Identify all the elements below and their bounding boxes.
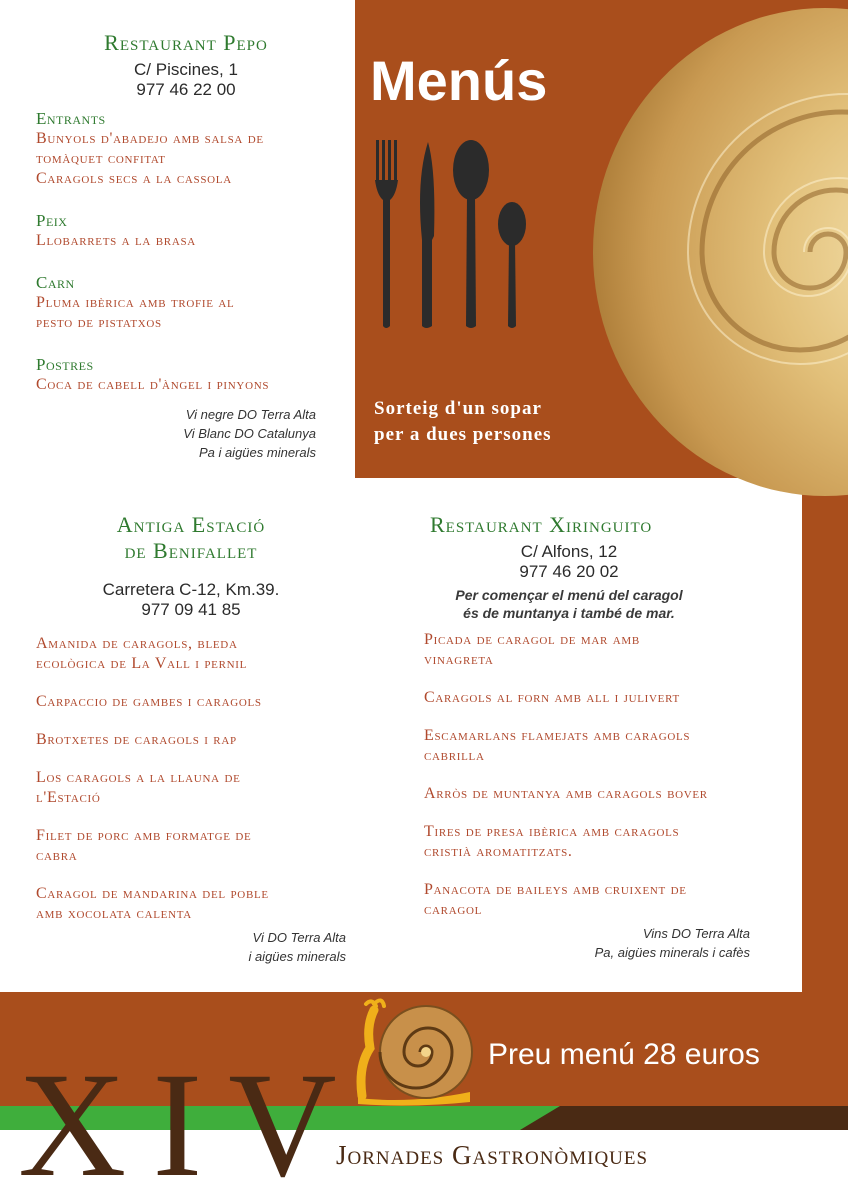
xiringuito-drinks-note <box>424 924 776 962</box>
estacio-drinks-note <box>36 928 346 966</box>
event-title: Jornades Gastronòmiques <box>336 1140 649 1170</box>
list-item <box>424 784 776 804</box>
xiringuito-menu <box>424 512 776 962</box>
list-item <box>36 634 346 674</box>
intro-line: és de muntanya i també de mar. <box>463 605 675 621</box>
side-band <box>802 478 848 998</box>
estacio-title <box>36 512 346 564</box>
xiringuito-intro <box>424 586 714 622</box>
menu-item: Caragols al forn amb all i julivert <box>424 689 680 706</box>
note-line: Pa i aigües minerals <box>198 445 316 460</box>
cutlery-icon <box>372 140 532 330</box>
menu-item: cabrilla <box>424 747 485 764</box>
menu-item: cabra <box>36 847 78 864</box>
snail-icon <box>352 996 478 1106</box>
note-line: Vi DO Terra Alta <box>252 930 346 945</box>
menu-item: Tires de presa ibèrica amb caragols <box>424 823 680 840</box>
xiringuito-items <box>424 630 776 920</box>
pepo-section-peix <box>36 211 336 251</box>
brown-wedge <box>520 1106 848 1130</box>
menu-item: caragol <box>424 901 483 918</box>
list-item <box>36 884 346 924</box>
note-line: i aigües minerals <box>248 949 346 964</box>
menu-item: vinagreta <box>424 651 494 668</box>
menu-item: Caragol de mandarina del poble <box>36 885 269 902</box>
xiringuito-phone: 977 46 20 02 <box>519 562 619 581</box>
raffle-line-2: per a dues persones <box>374 424 552 445</box>
menu-item: Arròs de muntanya amb caragols bover <box>424 785 708 802</box>
pepo-section-carn <box>36 273 336 333</box>
section-title: Carn <box>36 273 75 292</box>
menu-item: pesto de pistatxos <box>36 314 162 331</box>
pepo-section-postres <box>36 355 336 395</box>
list-item <box>424 726 776 766</box>
list-item <box>424 822 776 862</box>
menu-item: Panacota de baileys amb cruixent de <box>424 881 687 898</box>
menu-item: Brotxetes de caragols i rap <box>36 731 237 748</box>
list-item <box>36 768 346 808</box>
menu-item: cristià aromatitzats. <box>424 843 573 860</box>
menu-item: l'Estació <box>36 789 101 806</box>
note-line: Vi negre DO Terra Alta <box>185 407 316 422</box>
section-title: Entrants <box>36 109 106 128</box>
list-item <box>424 880 776 920</box>
pepo-menu <box>36 30 336 462</box>
menu-item: Escamarlans flamejats amb caragols <box>424 727 691 744</box>
section-title: Postres <box>36 355 94 374</box>
list-item <box>36 692 346 712</box>
estacio-items <box>36 634 346 924</box>
section-title: Peix <box>36 211 68 230</box>
menu-item: amb xocolata calenta <box>36 905 192 922</box>
estacio-address: Carretera C-12, Km.39. <box>102 580 280 599</box>
xiringuito-title: Restaurant Xiringuito <box>430 512 653 537</box>
note-line: Vi Blanc DO Catalunya <box>183 426 316 441</box>
menus-title: Menús <box>370 49 548 112</box>
list-item <box>36 730 346 750</box>
menu-item: Filet de porc amb formatge de <box>36 827 252 844</box>
estacio-menu <box>36 512 346 966</box>
note-line: Pa, aigües minerals i cafès <box>594 945 750 960</box>
intro-line: Per començar el menú del caragol <box>455 587 683 603</box>
list-item <box>424 688 776 708</box>
pepo-title: Restaurant Pepo <box>104 30 268 55</box>
menu-item: tomàquet confitat <box>36 150 166 167</box>
raffle-text <box>374 396 674 448</box>
menu-item: Pluma ibèrica amb trofie al <box>36 294 235 311</box>
menu-item: Los caragols a la llauna de <box>36 769 241 786</box>
edition-number: XIV <box>18 1042 363 1200</box>
title-line: de Benifallet <box>124 538 258 563</box>
menu-item: Llobarrets a la brasa <box>36 232 196 249</box>
menu-item: Amanida de caragols, bleda <box>36 635 238 652</box>
menu-item: ecològica de La Vall i pernil <box>36 655 248 672</box>
menu-price: Preu menú 28 euros <box>488 1038 760 1071</box>
pepo-section-entrants <box>36 109 336 189</box>
xiringuito-address: C/ Alfons, 12 <box>520 542 618 561</box>
estacio-phone: 977 09 41 85 <box>141 600 241 619</box>
menu-item: Caragols secs a la cassola <box>36 170 232 187</box>
menu-item: Picada de caragol de mar amb <box>424 631 640 648</box>
pepo-address: C/ Piscines, 1 <box>134 60 238 79</box>
pepo-drinks-note <box>36 405 336 462</box>
note-line: Vins DO Terra Alta <box>642 926 750 941</box>
menu-item: Carpaccio de gambes i caragols <box>36 693 262 710</box>
menu-item: Bunyols d'abadejo amb salsa de <box>36 130 264 147</box>
title-line: Antiga Estació <box>116 512 266 537</box>
menu-item: Coca de cabell d'àngel i pinyons <box>36 376 270 393</box>
pepo-phone: 977 46 22 00 <box>136 80 236 99</box>
list-item <box>36 826 346 866</box>
list-item <box>424 630 776 670</box>
raffle-line-1: Sorteig d'un sopar <box>374 398 542 419</box>
